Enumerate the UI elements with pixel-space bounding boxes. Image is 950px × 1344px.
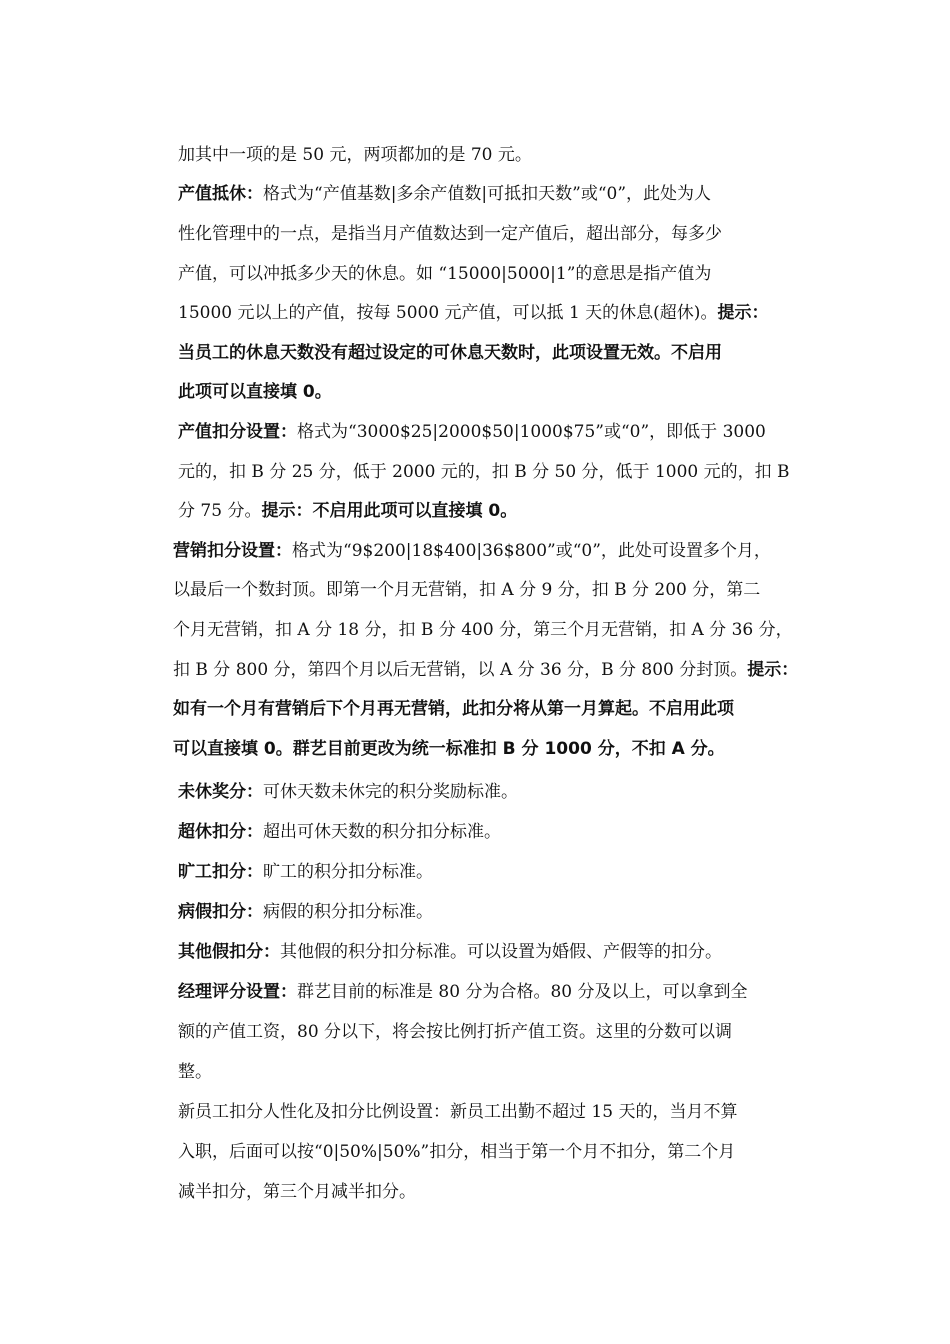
line-19: 旷工扣分：旷工的积分扣分标准。 — [178, 862, 433, 882]
line-5: 15000 元以上的产值，按每 5000 元产值，可以抵 1 天的休息(超休)。提示： — [178, 303, 769, 323]
term-output-offset-leave: 产值抵休： — [178, 184, 263, 204]
line-14: 扣 B 分 800 分，第四个月以后无营销，以 A 分 36 分，B 分 800 分封顶。提示： — [173, 660, 799, 680]
line-27: 减半扣分，第三个月减半扣分。 — [178, 1182, 416, 1202]
line-20: 病假扣分：病假的积分扣分标准。 — [178, 902, 433, 922]
term-output-deduction: 产值扣分设置： — [178, 422, 297, 442]
line-4: 产值，可以冲抵多少天的休息。如 “15000|5000|1”的意思是指产值为 — [178, 264, 712, 284]
line-11: 营销扣分设置：格式为“9$200|18$400|36$800”或“0”，此处可设置多个月， — [173, 541, 771, 561]
hint-label: 提示： — [717, 303, 769, 323]
line-10: 分 75 分。提示：不启用此项可以直接填 0。 — [178, 501, 518, 521]
line-21: 其他假扣分：其他假的积分扣分标准。可以设置为婚假、产假等的扣分。 — [178, 942, 722, 962]
line-3: 性化管理中的一点，是指当月产值数达到一定产值后，超出部分，每多少 — [178, 224, 722, 244]
line-12: 以最后一个数封顶。即第一个月无营销，扣 A 分 9 分，扣 B 分 200 分，第二 — [173, 580, 761, 600]
line-24: 整。 — [178, 1062, 212, 1082]
line-13: 个月无营销，扣 A 分 18 分，扣 B 分 400 分，第三个月无营销，扣 A 分 36 分， — [173, 620, 793, 640]
term-sick-leave-deduction: 病假扣分： — [178, 902, 263, 922]
line-8: 产值扣分设置：格式为“3000$25|2000$50|1000$75”或“0”，即低于 3000 — [178, 422, 766, 442]
hint-label: 提示： — [747, 660, 799, 680]
term-marketing-deduction: 营销扣分设置： — [173, 541, 292, 561]
line-7: 此项可以直接填 0。 — [178, 382, 332, 402]
line-25: 新员工扣分人性化及扣分比例设置：新员工出勤不超过 15 天的，当月不算 — [178, 1102, 738, 1122]
term-excess-leave-deduction: 超休扣分： — [178, 822, 263, 842]
line-2: 产值抵休：格式为“产值基数|多余产值数|可抵扣天数”或“0”，此处为人 — [178, 184, 712, 204]
line-18: 超休扣分：超出可休天数的积分扣分标准。 — [178, 822, 501, 842]
term-absence-deduction: 旷工扣分： — [178, 862, 263, 882]
term-unused-leave-bonus: 未休奖分： — [178, 782, 263, 802]
line-17: 未休奖分：可休天数未休完的积分奖励标准。 — [178, 782, 518, 802]
line-16: 可以直接填 0。群艺目前更改为统一标准扣 B 分 1000 分，不扣 A 分。 — [173, 739, 725, 759]
line-22: 经理评分设置：群艺目前的标准是 80 分为合格。80 分及以上，可以拿到全 — [178, 982, 748, 1002]
term-other-leave-deduction: 其他假扣分： — [178, 942, 280, 962]
line-26: 入职，后面可以按“0|50%|50%”扣分，相当于第一个月不扣分，第二个月 — [178, 1142, 736, 1162]
line-1: 加其中一项的是 50 元，两项都加的是 70 元。 — [178, 145, 532, 165]
hint-text: 提示：不启用此项可以直接填 0。 — [261, 501, 518, 521]
line-9: 元的，扣 B 分 25 分，低于 2000 元的，扣 B 分 50 分，低于 1000 元的，扣 B — [178, 462, 790, 482]
term-manager-rating: 经理评分设置： — [178, 982, 297, 1002]
line-23: 额的产值工资，80 分以下，将会按比例打折产值工资。这里的分数可以调 — [178, 1022, 733, 1042]
line-6: 当员工的休息天数没有超过设定的可休息天数时，此项设置无效。不启用 — [178, 343, 722, 363]
line-15: 如有一个月有营销后下个月再无营销，此扣分将从第一月算起。不启用此项 — [173, 699, 734, 719]
